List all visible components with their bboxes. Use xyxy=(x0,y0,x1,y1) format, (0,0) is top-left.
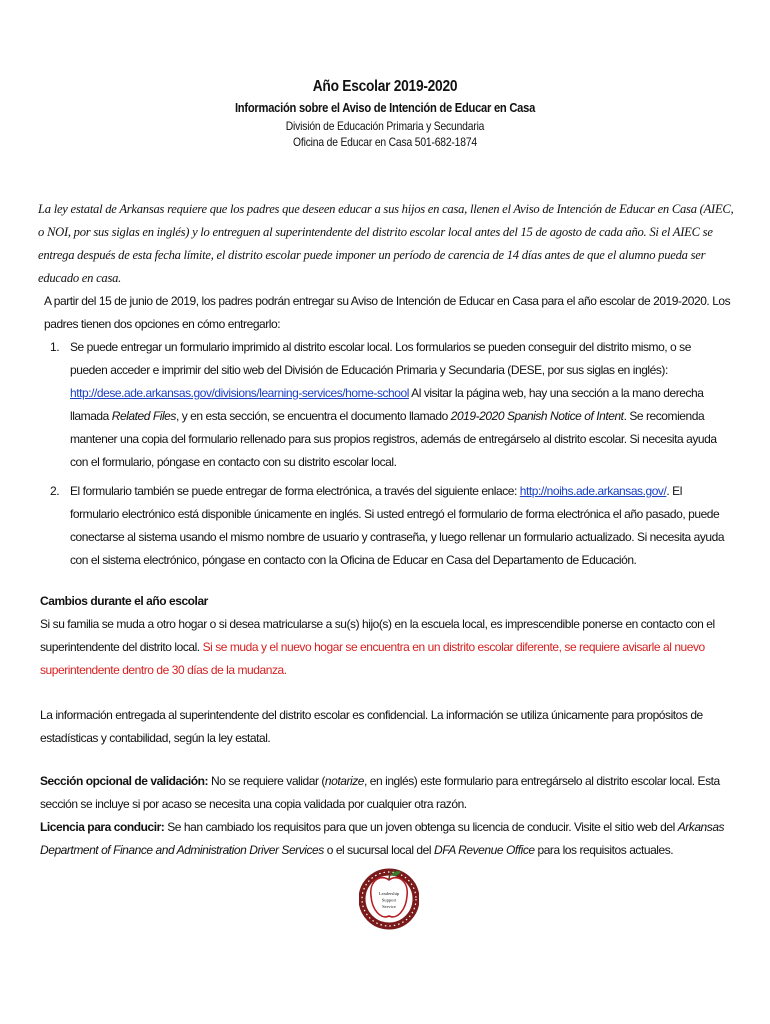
validation-label: Sección opcional de validación: xyxy=(40,774,209,788)
changes-section xyxy=(40,590,735,682)
validation-text-a: No se requiere validar ( xyxy=(208,774,325,788)
list-item-option-1 xyxy=(50,336,730,474)
option-2-text-b: . El formulario electrónico está disponible únicamente en inglés. Si usted entregó el formulario de forma electrónica el año pasado, puede conectarse al sistema usando el mismo nombre de usuario y contraseña, y luego rellenar un formulario actualizado. Si necesita ayuda con el sistema electrónico, póngase en contacto con la Oficina de Educar en Casa del Departamento de Educación. xyxy=(70,484,725,567)
validation-and-license xyxy=(40,770,735,862)
noihs-link[interactable]: http://noihs.ade.arkansas.gov/ xyxy=(519,484,667,498)
list-number: 1. xyxy=(50,340,60,354)
intro-paragraph: La ley estatal de Arkansas requiere que los padres que deseen educar a sus hijos en casa, llenen el Aviso de Intención de Educar en Casa (AIEC, o NOI, por sus siglas en inglés) y lo entreguen al superintendente del distrito escolar local antes del 15 de agosto de cada año. Si el AIEC se entrega después de esta fecha límite, el distrito escolar puede imponer un período de carencia de 14 días antes de que el alumno pueda ser educado en casa. xyxy=(38,202,734,285)
option-1-text-a: Se puede entregar un formulario imprimido al distrito escolar local. Los formularios se pueden conseguir del distrito mismo, o se pueden acceder e imprimir del sitio web del División de Educación Primaria y Secundaria (DESE, por sus siglas en inglés): xyxy=(70,340,691,377)
changes-text: Si su familia se muda a otro hogar o si desea matricularse a su(s) hijo(s) en la escuela local, es imprescendible ponerse en contacto con el superintendente del distrito local. xyxy=(40,617,715,654)
option-1-body xyxy=(70,336,730,474)
changes-heading: Cambios durante el año escolar xyxy=(40,594,208,608)
options-intro: A partir del 15 de junio de 2019, los padres podrán entregar su Aviso de Intención de Educar en Casa para el año escolar de 2019-2020. Los padres tienen dos opciones en cómo entregarlo: xyxy=(44,294,731,331)
emblem-text-support: Support xyxy=(381,897,397,903)
option-1-text-c: , y en esta sección, se encuentra el documento llamado xyxy=(175,409,451,423)
license-text-a: Se han cambiado los requisitos para que un joven obtenga su licencia de conducir. Visite el sitio web del xyxy=(164,820,678,834)
dfa-driver-services: Arkansas Department of Finance and Administration Driver Services xyxy=(40,820,725,857)
notarize-term: notarize xyxy=(324,774,365,788)
changes-warning: Si se muda y el nuevo hogar se encuentra en un distrito escolar diferente, se requiere avisarle al nuevo superintendente dentro de 30 días de la mudanza. xyxy=(40,640,705,677)
license-text-c: para los requisitos actuales. xyxy=(534,843,674,857)
document-title: Año Escolar 2019-2020 xyxy=(312,78,458,95)
list-number: 2. xyxy=(50,484,60,498)
validation-text-b: , en inglés) este formulario para entregárselo al distrito escolar local. Esta sección se incluye si por acaso se necesita una copia validada por cualquier otra razón. xyxy=(40,774,720,811)
document-header xyxy=(0,78,770,151)
office-phone: Oficina de Educar en Casa 501-682-1874 xyxy=(293,135,477,149)
changes-body xyxy=(40,613,735,682)
document-subtitle: Información sobre el Aviso de Intención de Educar en Casa xyxy=(234,100,536,115)
license-label: Licencia para conducir: xyxy=(40,820,165,834)
emblem-text-service: Service xyxy=(382,904,396,909)
confidentiality-note: La información entregada al superintendente del distrito escolar es confidencial. La información se utiliza únicamente para propósitos de estadísticas y contabilidad, según la ley estatal. xyxy=(40,708,703,745)
dese-home-school-link[interactable]: http://dese.ade.arkansas.gov/divisions/learning-services/home-school xyxy=(70,386,409,400)
option-2-body xyxy=(70,480,730,572)
option-1-text-b: Al visitar la página web, hay una sección a la mano derecha llamada xyxy=(70,386,704,423)
list-item-option-2 xyxy=(50,480,730,572)
division-name: División de Educación Primaria y Secundaria xyxy=(285,119,485,133)
license-text-b: o el sucursal local del xyxy=(323,843,434,857)
document-name: 2019-2020 Spanish Notice of Intent xyxy=(450,409,624,423)
emblem-text-leadership: Leadership xyxy=(378,891,400,896)
validation-paragraph xyxy=(40,770,735,816)
option-2-text-a: El formulario también se puede entregar de forma electrónica, a través del siguiente enlace: xyxy=(70,484,520,498)
license-paragraph xyxy=(40,816,735,862)
option-1-text-d: . Se recomienda mantener una copia del formulario rellenado para sus propios registros, además de entregárselo al distrito escolar. Si necesita ayuda con el formulario, póngase en contacto con su distrito escolar local. xyxy=(70,409,717,469)
leadership-emblem-logo xyxy=(359,862,419,932)
related-files-label: Related Files xyxy=(111,409,176,423)
dfa-revenue-office: DFA Revenue Office xyxy=(433,843,535,857)
